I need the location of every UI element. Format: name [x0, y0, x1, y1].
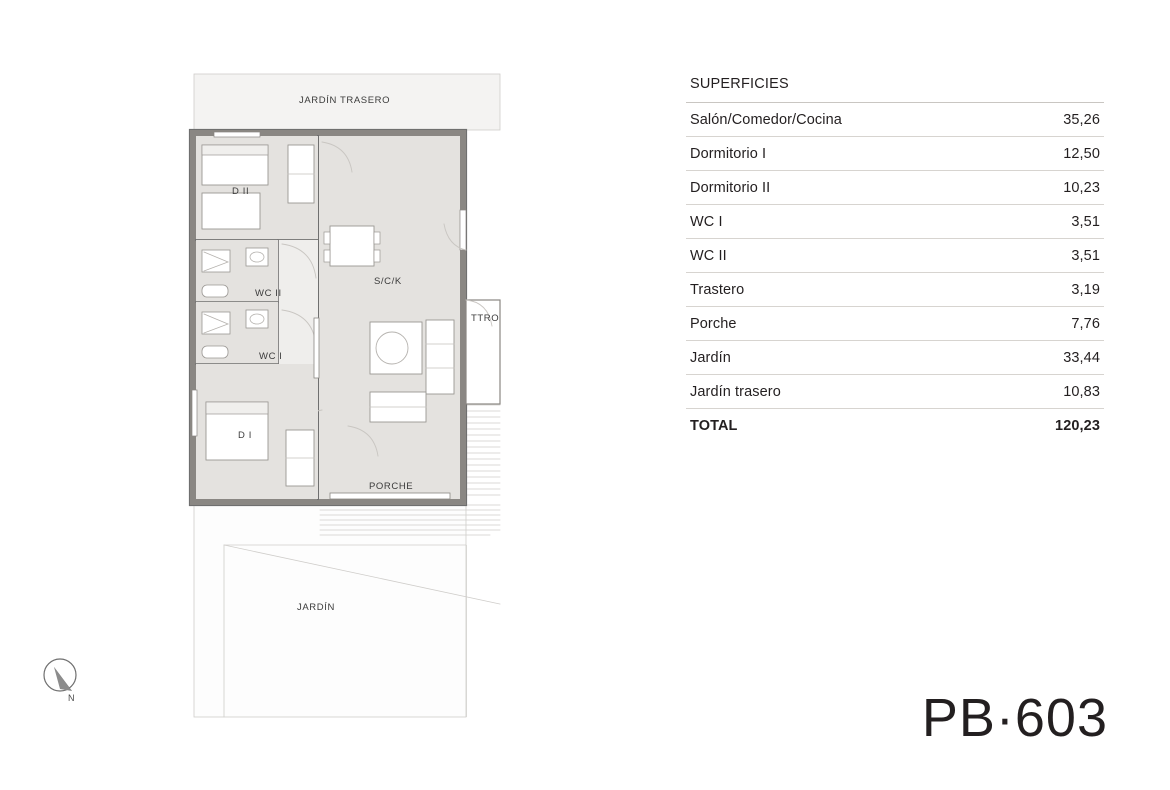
plan-code: PB·603 — [921, 688, 1108, 748]
table-row — [686, 273, 1104, 307]
front-garden-area — [194, 505, 500, 717]
label-jardin: JARDÍN — [297, 602, 335, 613]
bedroom-2 — [196, 132, 318, 240]
living-kitchen-area — [318, 136, 460, 499]
compass-north-label: N — [68, 693, 75, 703]
compass-icon — [42, 657, 94, 713]
row-value: 12,50 — [1063, 146, 1100, 162]
surfaces-title: SUPERFICIES — [686, 76, 1104, 103]
label-dormitorio-1: D I — [238, 430, 252, 441]
north-compass — [42, 657, 94, 713]
label-trastero: TTRO — [471, 313, 500, 324]
surfaces-table — [686, 76, 1104, 442]
total-value: 120,23 — [1055, 418, 1100, 434]
row-value: 33,44 — [1063, 350, 1100, 366]
row-label: Jardín — [690, 350, 731, 366]
table-row — [686, 103, 1104, 137]
row-value: 10,83 — [1063, 384, 1100, 400]
side-terrace-hatch — [466, 405, 500, 495]
label-wc-1: WC I — [259, 351, 283, 362]
label-porche: PORCHE — [369, 481, 414, 492]
row-label: WC I — [690, 214, 723, 230]
row-label: Salón/Comedor/Cocina — [690, 112, 842, 128]
row-label: WC II — [690, 248, 727, 264]
row-value: 10,23 — [1063, 180, 1100, 196]
label-dormitorio-2: D II — [232, 186, 250, 197]
row-label: Jardín trasero — [690, 384, 781, 400]
row-value: 3,51 — [1071, 214, 1100, 230]
total-label: TOTAL — [690, 418, 738, 434]
table-row — [686, 341, 1104, 375]
row-label: Dormitorio II — [690, 180, 771, 196]
row-value: 7,76 — [1071, 316, 1100, 332]
row-value: 35,26 — [1063, 112, 1100, 128]
row-label: Porche — [690, 316, 737, 332]
table-row — [686, 137, 1104, 171]
table-row — [686, 205, 1104, 239]
label-jardin-trasero: JARDÍN TRASERO — [299, 95, 391, 106]
table-row — [686, 239, 1104, 273]
row-label: Trastero — [690, 282, 745, 298]
label-wc-2: WC II — [255, 288, 282, 299]
table-row-total — [686, 409, 1104, 442]
row-value: 3,51 — [1071, 248, 1100, 264]
table-row — [686, 307, 1104, 341]
table-row — [686, 171, 1104, 205]
row-value: 3,19 — [1071, 282, 1100, 298]
row-label: Dormitorio I — [690, 146, 767, 162]
table-row — [686, 375, 1104, 409]
bedroom-1 — [192, 364, 318, 499]
label-salon-comedor-cocina: S/C/K — [374, 276, 402, 287]
